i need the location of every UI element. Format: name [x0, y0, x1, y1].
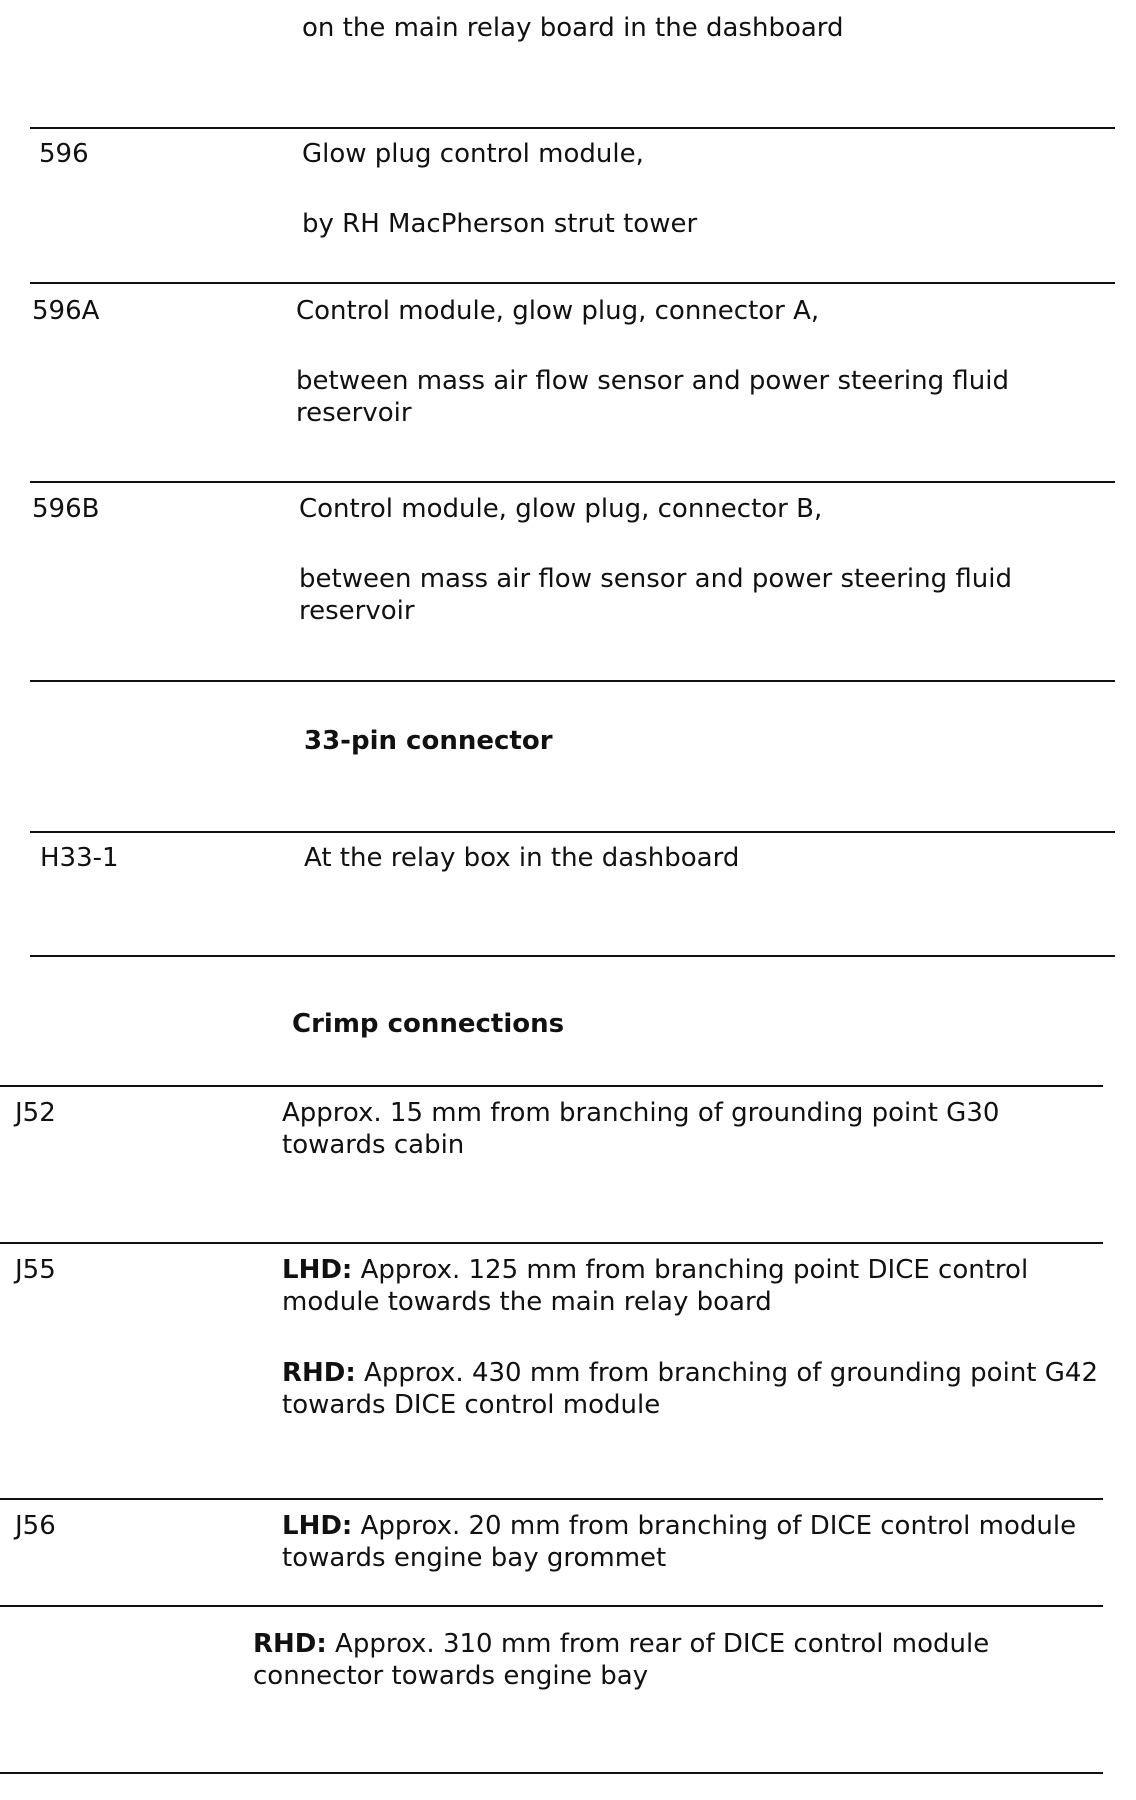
- row-divider: [0, 1605, 1103, 1607]
- section-divider: [30, 955, 1115, 957]
- row-title-596a: Control module, glow plug, connector A,: [296, 296, 820, 326]
- row-text-h33-1: At the relay box in the dashboard: [304, 843, 740, 873]
- row-lhd-j56: [282, 1510, 1082, 1574]
- rhd-label: RHD:: [282, 1358, 356, 1388]
- lhd-text: Approx. 125 mm from branching point DICE control module towards the main relay board: [282, 1255, 1029, 1317]
- row-lhd-j55: [282, 1254, 1097, 1318]
- row-code-596a: 596A: [32, 296, 100, 326]
- row-text-j52: Approx. 15 mm from branching of grounding point G30 towards cabin: [282, 1098, 1000, 1160]
- row-title-596: Glow plug control module,: [302, 139, 644, 169]
- row-title-596b: Control module, glow plug, connector B,: [299, 494, 823, 524]
- row-code-596b: 596B: [32, 494, 100, 524]
- section-heading-33-pin: 33-pin connector: [304, 726, 553, 756]
- row-rhd-j55: [282, 1357, 1102, 1421]
- row-detail-596: by RH MacPherson strut tower: [302, 209, 698, 239]
- lhd-label: LHD:: [282, 1511, 353, 1541]
- row-divider: [0, 1085, 1103, 1087]
- row-detail-596a: between mass air flow sensor and power steering fluid reservoir: [296, 366, 1009, 428]
- row-divider: [30, 481, 1115, 483]
- rhd-label: RHD:: [253, 1629, 327, 1659]
- section-divider: [30, 680, 1115, 682]
- section-heading-crimp: Crimp connections: [292, 1009, 565, 1039]
- lhd-text: Approx. 20 mm from branching of DICE control module towards engine bay grommet: [282, 1511, 1077, 1573]
- row-code-j56: J56: [15, 1511, 56, 1541]
- lhd-label: LHD:: [282, 1255, 353, 1285]
- row-code-h33-1: H33-1: [40, 843, 119, 873]
- row-divider: [30, 127, 1115, 129]
- row-divider: [30, 282, 1115, 284]
- rhd-text: Approx. 430 mm from branching of grounding point G42 towards DICE control module: [282, 1358, 1098, 1420]
- row-code-j55: J55: [15, 1255, 56, 1285]
- row-divider: [0, 1242, 1103, 1244]
- row-code-j52: J52: [15, 1098, 56, 1128]
- row-detail-596b: between mass air flow sensor and power steering fluid reservoir: [299, 564, 1012, 626]
- rhd-text: Approx. 310 mm from rear of DICE control module connector towards engine bay: [253, 1629, 990, 1691]
- row-divider: [0, 1772, 1103, 1774]
- row-rhd-j56: [253, 1628, 1073, 1692]
- row-code-596: 596: [39, 139, 89, 169]
- row-divider: [0, 1498, 1103, 1500]
- continuation-text: on the main relay board in the dashboard: [302, 13, 844, 43]
- row-divider: [30, 831, 1115, 833]
